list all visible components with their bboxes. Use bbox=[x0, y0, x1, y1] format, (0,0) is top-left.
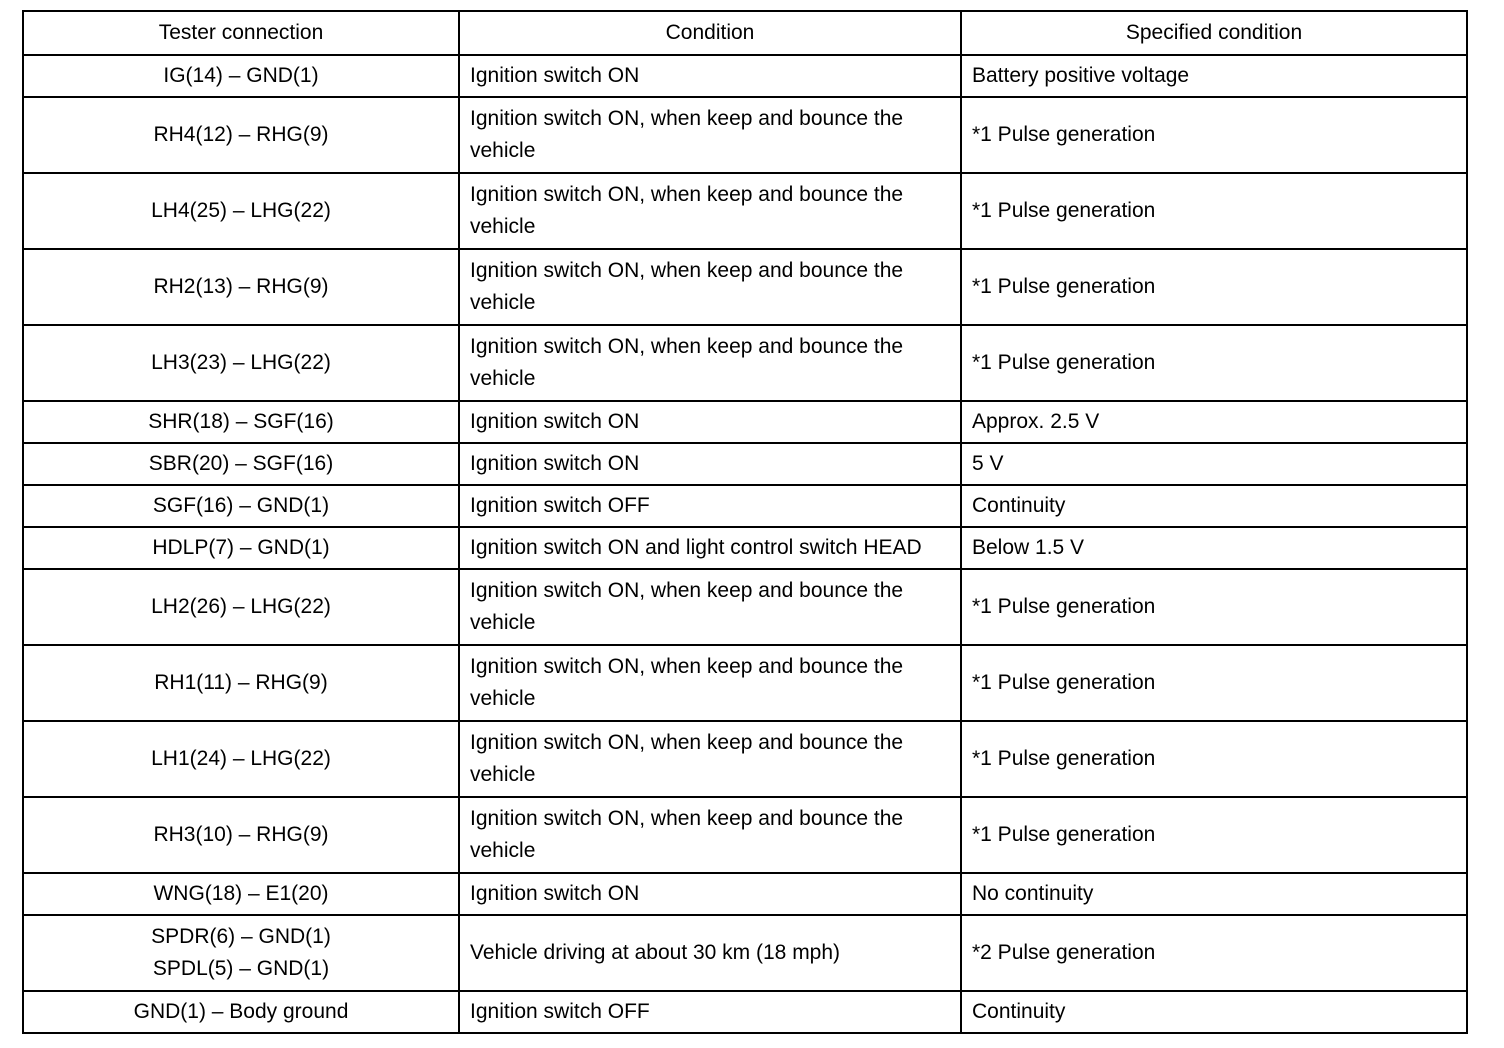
condition-cell: Ignition switch ON, when keep and bounce the vehicle bbox=[459, 721, 961, 797]
condition-cell: Ignition switch ON bbox=[459, 55, 961, 97]
specified-condition-cell: Approx. 2.5 V bbox=[961, 401, 1467, 443]
table-row bbox=[23, 485, 1467, 527]
specified-condition-cell: *1 Pulse generation bbox=[961, 797, 1467, 873]
tester-connection-text: LH3(23) – LHG(22) bbox=[151, 351, 331, 374]
tester-connection-cell bbox=[23, 569, 459, 645]
specified-condition-cell: *1 Pulse generation bbox=[961, 173, 1467, 249]
tester-connection-text: RH2(13) – RHG(9) bbox=[153, 275, 329, 298]
tester-connection-text: SBR(20) – SGF(16) bbox=[148, 452, 334, 475]
specified-condition-cell: *1 Pulse generation bbox=[961, 97, 1467, 173]
specified-condition-cell: Battery positive voltage bbox=[961, 55, 1467, 97]
table-row bbox=[23, 797, 1467, 873]
header-row bbox=[23, 11, 1467, 55]
specified-condition-cell: *1 Pulse generation bbox=[961, 721, 1467, 797]
condition-cell: Ignition switch ON and light control switch HEAD bbox=[459, 527, 961, 569]
condition-cell: Ignition switch ON, when keep and bounce the vehicle bbox=[459, 325, 961, 401]
tester-connection-text: LH2(26) – LHG(22) bbox=[151, 595, 331, 618]
table-row bbox=[23, 645, 1467, 721]
condition-cell: Ignition switch ON bbox=[459, 443, 961, 485]
table-row bbox=[23, 569, 1467, 645]
tester-connection-cell bbox=[23, 485, 459, 527]
tester-connection-cell bbox=[23, 401, 459, 443]
tester-connection-cell bbox=[23, 721, 459, 797]
condition-cell: Ignition switch OFF bbox=[459, 991, 961, 1033]
tester-connection-cell bbox=[23, 527, 459, 569]
inspection-table bbox=[22, 10, 1468, 1034]
header-tester-connection: Tester connection bbox=[23, 11, 459, 55]
tester-connection-cell bbox=[23, 991, 459, 1033]
tester-connection-cell bbox=[23, 55, 459, 97]
table-row bbox=[23, 915, 1467, 991]
tester-connection-cell bbox=[23, 249, 459, 325]
condition-cell: Ignition switch ON, when keep and bounce the vehicle bbox=[459, 97, 961, 173]
tester-connection-cell bbox=[23, 97, 459, 173]
tester-connection-text: RH1(11) – RHG(9) bbox=[154, 671, 328, 694]
specified-condition-cell: Below 1.5 V bbox=[961, 527, 1467, 569]
tester-connection-text: SPDR(6) – GND(1) bbox=[151, 925, 331, 948]
table-row bbox=[23, 721, 1467, 797]
tester-connection-cell bbox=[23, 173, 459, 249]
specified-condition-cell: Continuity bbox=[961, 991, 1467, 1033]
specified-condition-cell: *1 Pulse generation bbox=[961, 249, 1467, 325]
table-row bbox=[23, 249, 1467, 325]
tester-connection-text: HDLP(7) – GND(1) bbox=[152, 536, 330, 559]
tester-connection-cell bbox=[23, 443, 459, 485]
table-row bbox=[23, 443, 1467, 485]
tester-connection-cell bbox=[23, 325, 459, 401]
specified-condition-cell: *2 Pulse generation bbox=[961, 915, 1467, 991]
condition-cell: Ignition switch ON, when keep and bounce the vehicle bbox=[459, 645, 961, 721]
header-condition: Condition bbox=[459, 11, 961, 55]
tester-connection-text: SGF(16) – GND(1) bbox=[152, 494, 330, 517]
tester-connection-cell bbox=[23, 915, 459, 991]
specified-condition-cell: 5 V bbox=[961, 443, 1467, 485]
specified-condition-cell: Continuity bbox=[961, 485, 1467, 527]
tester-connection-text: SPDL(5) – GND(1) bbox=[152, 957, 330, 980]
table-row bbox=[23, 873, 1467, 915]
tester-connection-text: WNG(18) – E1(20) bbox=[153, 882, 329, 905]
header-specified-condition: Specified condition bbox=[961, 11, 1467, 55]
condition-cell: Ignition switch ON, when keep and bounce the vehicle bbox=[459, 569, 961, 645]
table-row bbox=[23, 97, 1467, 173]
tester-connection-cell bbox=[23, 645, 459, 721]
condition-cell: Ignition switch ON, when keep and bounce the vehicle bbox=[459, 249, 961, 325]
tester-connection-text: LH4(25) – LHG(22) bbox=[151, 199, 331, 222]
tester-connection-text: RH4(12) – RHG(9) bbox=[153, 123, 329, 146]
condition-cell: Ignition switch ON bbox=[459, 401, 961, 443]
tester-connection-text: RH3(10) – RHG(9) bbox=[153, 823, 329, 846]
condition-cell: Ignition switch ON bbox=[459, 873, 961, 915]
specified-condition-cell: No continuity bbox=[961, 873, 1467, 915]
tester-connection-cell bbox=[23, 797, 459, 873]
tester-connection-text: SHR(18) – SGF(16) bbox=[148, 410, 334, 433]
condition-cell: Ignition switch OFF bbox=[459, 485, 961, 527]
condition-cell: Ignition switch ON, when keep and bounce the vehicle bbox=[459, 797, 961, 873]
tester-connection-text: LH1(24) – LHG(22) bbox=[151, 747, 331, 770]
specified-condition-cell: *1 Pulse generation bbox=[961, 325, 1467, 401]
table-row bbox=[23, 527, 1467, 569]
tester-connection-cell bbox=[23, 873, 459, 915]
table-row bbox=[23, 991, 1467, 1033]
specified-condition-cell: *1 Pulse generation bbox=[961, 645, 1467, 721]
table-row bbox=[23, 325, 1467, 401]
table-row bbox=[23, 55, 1467, 97]
tester-connection-text: GND(1) – Body ground bbox=[133, 1000, 349, 1023]
tester-connection-text: IG(14) – GND(1) bbox=[163, 64, 319, 87]
table-row bbox=[23, 401, 1467, 443]
condition-cell: Vehicle driving at about 30 km (18 mph) bbox=[459, 915, 961, 991]
table-row bbox=[23, 173, 1467, 249]
condition-cell: Ignition switch ON, when keep and bounce the vehicle bbox=[459, 173, 961, 249]
specified-condition-cell: *1 Pulse generation bbox=[961, 569, 1467, 645]
table-body bbox=[23, 55, 1467, 1033]
